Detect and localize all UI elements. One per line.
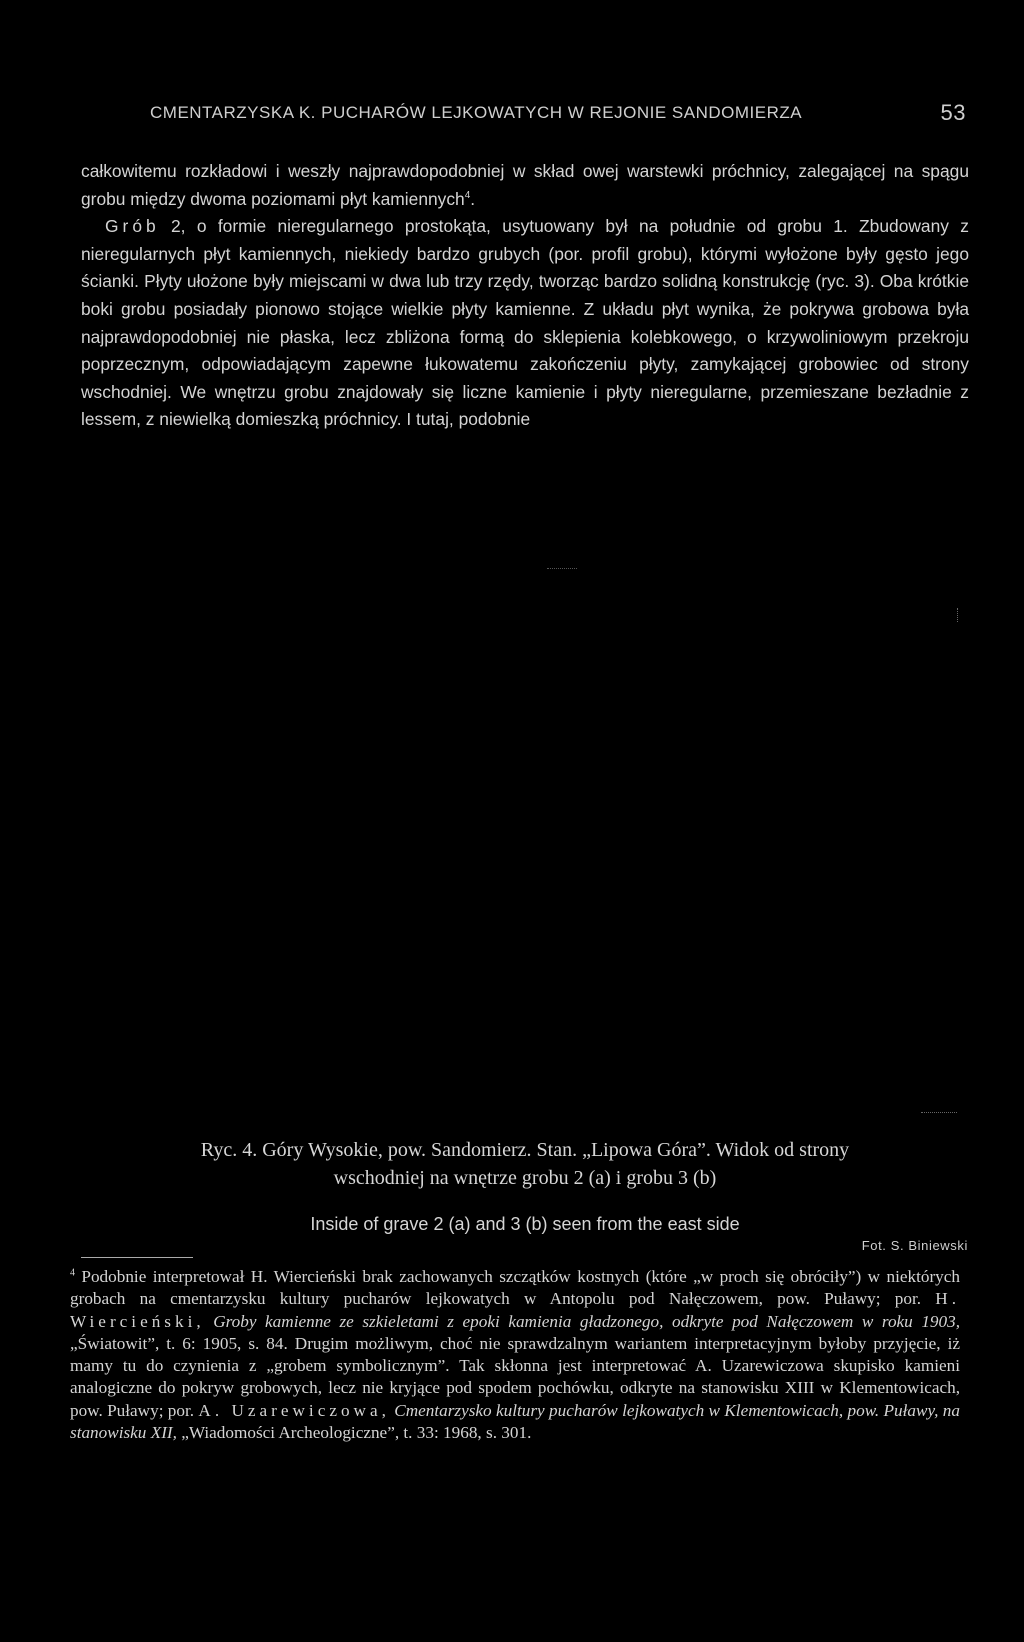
text-run: całkowitemu rozkładowi i weszły najprawdopodobniej w skład owej warstewki próchnicy, zalegającej na spągu grobu między dwoma poziomami płyt kamiennych [81,161,969,209]
body-paragraph [81,158,969,434]
footnote [70,1266,960,1444]
figure-photo [81,500,969,1120]
footnote-marker: 4 [70,1267,75,1279]
figure-caption [81,1136,969,1238]
caption-polish-line-1: Ryc. 4. Góry Wysokie, pow. Sandomierz. Stan. „Lipowa Góra”. Widok od strony [200,1139,850,1161]
paragraph-1 [81,158,969,213]
footnote-author: A. Uzarewiczowa, [198,1400,390,1420]
footnote-text: Podobnie interpretował H. Wiercieński brak zachowanych szczątków kostnych (które „w proch się obróciły”) w niektórych grobach na cmentarzysku kultury pucharów lejkowatych w Antopolu pod Nałęczowem, pow. Puławy; por. [70,1267,960,1309]
footnote-text: „Światowit”, t. 6: 1905, s. 84. Drugim możliwym, choć nie sprawdzalnym wariantem interpretacyjnym byłoby przyjęcie, iż mamy tu do czynienia z „grobem symbolicznym”. Tak skłonna jest interpretować A. Uzarewiczowa skupisko kamieni analogiczne do pokryw grobowych, lecz nie kryjące pod spodem pochówku, odkryte na stanowisku XIII w Klementowicach, pow. Puławy; por. [70,1333,960,1420]
text-run: 2, o formie nieregularnego prostokąta, usytuowany był na południe od grobu 1. Zbudowany z nieregularnych płyt kamiennych, niekiedy bardzo grubych (por. profil grobu), którymi wyłożone były gęsto jego ścianki. Płyty ułożone były miejscami w dwa lub trzy rzędy, tworząc bardzo solidną konstrukcję (ryc. 3). Oba krótkie boki grobu posiadały pionowo stojące wielkie płyty kamienne. Z układu płyt wynika, że pokrywa grobowa była najprawdopodobniej nie płaska, lecz zbliżona formą do sklepienia kolebkowego, o krzywoliniowym przekroju poprzecznym, odpowiadającym zapewne łukowatemu zakończeniu płyty, zamykającej grobowiec od strony wschodniej. We wnętrzu grobu znajdowały się liczne kamienie i płyty nieregularne, przemieszane bezładnie z lessem, z niewielką domieszką próchnicy. I tutaj, podobnie [81,216,969,430]
photo-credit: Fot. S. Biniewski [861,1238,968,1253]
page-number: 53 [940,100,966,125]
photo-artifact [547,568,577,570]
caption-polish-line-2: wschodniej na wnętrze grobu 2 (a) i grobu 3 (b) [333,1167,717,1189]
photo-artifact [921,1112,957,1114]
footnote-author: H. Wiercieński, [70,1289,960,1331]
footnote-ref[interactable]: 4 [464,189,471,201]
text-run: . [470,188,476,209]
footnote-text: „Wiadomości Archeologiczne”, t. 33: 1968, s. 301. [176,1423,532,1443]
footnote-divider [81,1257,193,1258]
caption-english: Inside of grave 2 (a) and 3 (b) seen from the east side [310,1214,740,1234]
paragraph-2 [81,213,969,434]
footnote-title: Groby kamienne ze szkieletami z epoki kamienia gładzonego, odkryte pod Nałęczowem w roku 1903, [204,1311,960,1331]
photo-artifact [957,608,959,622]
grave-heading: Grób [105,216,160,237]
running-title: CMENTARZYSKA K. PUCHARÓW LEJKOWATYCH W REJONIE SANDOMIERZA [150,103,803,122]
footnote-title: Cmentarzysko kultury pucharów lejkowatych w Klementowicach, pow. Puławy, na stanowisku XII, [70,1400,960,1443]
